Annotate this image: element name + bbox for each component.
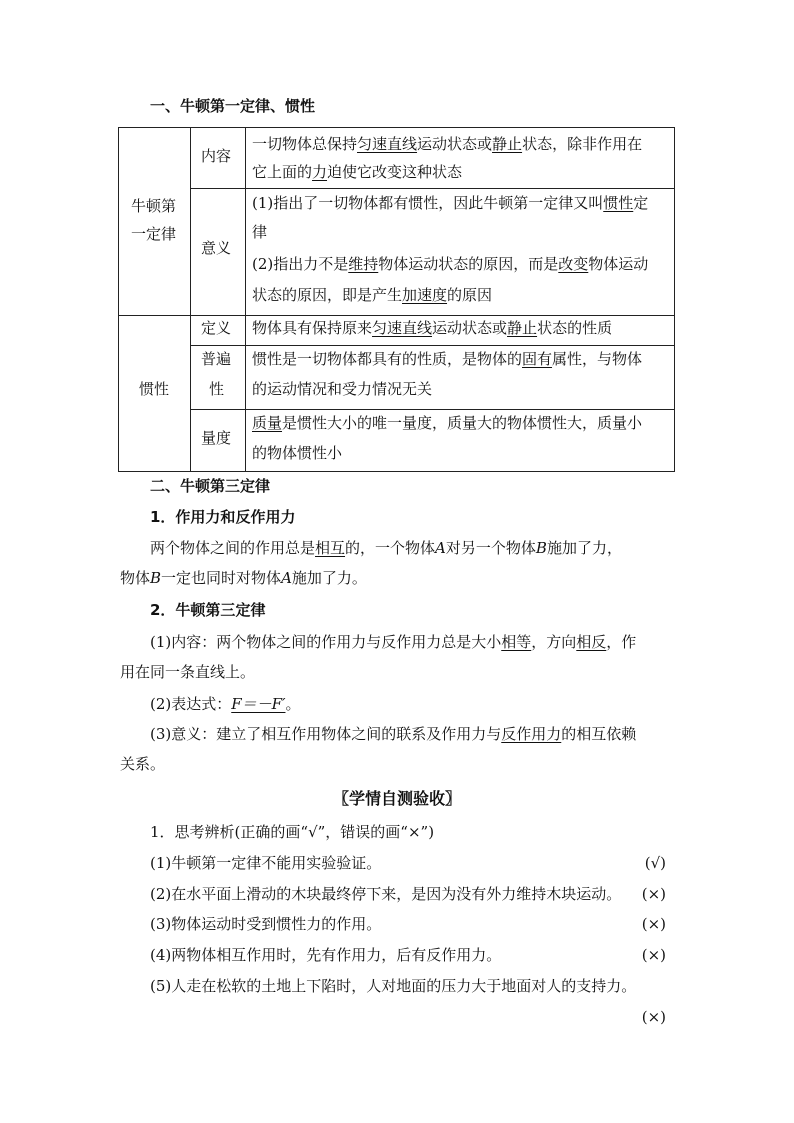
group-label-first-law-line2: 一定律 xyxy=(131,225,177,243)
judgement-mark: (×) xyxy=(641,946,666,964)
table-divider xyxy=(190,128,191,471)
meaning-line: (1)指出了一切物体都有惯性，因此牛顿第一定律又叫惯性定 xyxy=(252,194,649,212)
judgement-item: (5)人走在松软的土地上下陷时，人对地面的压力大于地面对人的支持力。 xyxy=(150,977,637,995)
judgement-item: (1)牛顿第一定律不能用实验验证。 xyxy=(150,854,382,872)
paragraph-line: 关系。 xyxy=(120,755,166,773)
subsection-title-action-reaction: 1．作用力和反作用力 xyxy=(150,508,296,526)
meaning-line: 状态的原因，即是产生加速度的原因 xyxy=(252,286,493,304)
row-label-content: 内容 xyxy=(201,147,232,165)
section-title-newton-first-law: 一、牛顿第一定律、惯性 xyxy=(150,97,316,115)
paragraph-line: (3)意义：建立了相互作用物体之间的联系及作用力与反作用力的相互依赖 xyxy=(150,725,637,743)
paragraph-line: (2)表达式：F＝－F′。 xyxy=(150,695,301,713)
group-label-inertia: 惯性 xyxy=(139,380,170,398)
paragraph-line: (1)内容：两个物体之间的作用力与反作用力总是大小相等，方向相反，作 xyxy=(150,633,637,651)
paragraph-line: 两个物体之间的作用总是相互的，一个物体A对另一个物体B施加了力， xyxy=(150,539,622,557)
summary-table xyxy=(118,127,675,472)
judgement-mark: (×) xyxy=(641,1008,666,1026)
judgement-item: (2)在水平面上滑动的木块最终停下来，是因为没有外力维持木块运动。 xyxy=(150,885,622,903)
meaning-line: (2)指出力不是维持物体运动状态的原因，而是改变物体运动 xyxy=(252,255,649,273)
content-line: 它上面的力迫使它改变这种状态 xyxy=(252,163,463,181)
row-label-universality: 普遍 xyxy=(201,350,232,368)
judgement-item: (3)物体运动时受到惯性力的作用。 xyxy=(150,915,382,933)
group-label-first-law: 牛顿第 xyxy=(131,197,177,215)
paragraph-line: 物体B一定也同时对物体A施加了力。 xyxy=(120,569,367,587)
meaning-line: 律 xyxy=(252,223,268,241)
paragraph-line: 用在同一条直线上。 xyxy=(120,663,256,681)
row-label-measure: 量度 xyxy=(201,429,232,447)
definition-line: 物体具有保持原来匀速直线运动状态或静止状态的性质 xyxy=(252,319,613,337)
row-label-definition: 定义 xyxy=(201,319,232,337)
judgement-item: (4)两物体相互作用时，先有作用力，后有反作用力。 xyxy=(150,946,502,964)
universality-line: 惯性是一切物体都具有的性质，是物体的固有属性，与物体 xyxy=(252,350,643,368)
measure-line: 的物体惯性小 xyxy=(252,444,343,462)
table-divider xyxy=(245,128,246,471)
judgement-mark: (×) xyxy=(641,885,666,903)
measure-line: 质量是惯性大小的唯一量度，质量大的物体惯性大，质量小 xyxy=(252,414,643,432)
subsection-title-third-law: 2．牛顿第三定律 xyxy=(150,601,266,619)
self-check-title: 〖学情自测验收〗 xyxy=(332,789,461,808)
judgement-mark: (×) xyxy=(641,915,666,933)
row-label-meaning: 意义 xyxy=(201,239,232,257)
universality-line: 的运动情况和受力情况无关 xyxy=(252,380,433,398)
question-title: 1．思考辨析(正确的画“√”，错误的画“×”) xyxy=(150,823,435,841)
section-title-newton-third-law: 二、牛顿第三定律 xyxy=(150,477,271,495)
content-line: 一切物体总保持匀速直线运动状态或静止状态，除非作用在 xyxy=(252,135,643,153)
row-label-universality-line2: 性 xyxy=(209,380,225,398)
judgement-mark: (√) xyxy=(644,854,666,872)
